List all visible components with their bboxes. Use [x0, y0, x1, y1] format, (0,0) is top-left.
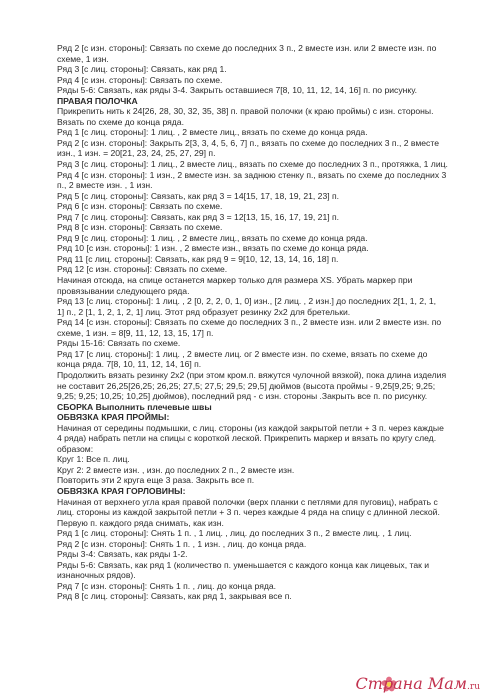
section-heading: СБОРКА Выполнить плечевые швы: [57, 401, 212, 412]
text-line: провязывании следующего ряда.: [57, 285, 190, 296]
text-line: не составит 26,25[26,25; 26,25; 27,5; 27,5; 29,5; 29,5] дюймов (высота проймы - 9,25[9,25; 9,25;: [57, 380, 436, 391]
text-line: Начиная отсюда, на спице останется маркер только для размера XS. Убрать маркер при: [57, 275, 413, 286]
section-heading: ПРАВАЯ ПОЛОЧКА: [57, 95, 138, 106]
text-line: схеме, 1 изн.: [57, 53, 109, 64]
text-line: изнаночных рядов).: [57, 570, 136, 581]
text-line: Круг 2: 2 вместе изн. , изн. до последних 2 п., 2 вместе изн.: [57, 464, 295, 475]
text-line: Ряд 11 [с лиц. стороны]: Связать, как ряд 9 = 9[10, 12, 13, 14, 16, 18] п.: [57, 253, 339, 264]
text-line: Ряд 14 [с изн. стороны]: Связать по схеме до последних 3 п., 2 вместе изн. или 2 вместе изн. по: [57, 317, 442, 328]
text-line: Ряд 1 [с лиц. стороны]: Снять 1 п. , 1 лиц. , лиц. до последних 3 п., 2 вместе лиц. , 1 лиц.: [57, 528, 412, 539]
watermark-text: Страна Мам: [355, 674, 468, 694]
text-line: образом:: [57, 443, 94, 454]
text-line: Продолжить вязать резинку 2х2 (при этом кром.п. вяжутся чулочной вязкой), пока длина изделия: [57, 369, 447, 380]
text-line: Ряд 2 [с изн. стороны]: Снять 1 п. , 1 изн. , лиц. до конца ряда.: [57, 538, 307, 549]
text-line: конца ряда. 7[8, 10, 11, 12, 14, 16] п.: [57, 359, 202, 370]
text-line: Начиная от верхнего угла края правой полочки (верх планки с петлями для пуговиц), набрать с: [57, 496, 438, 507]
text-line: Первую п. каждого ряда снимать, как изн.: [57, 517, 224, 528]
text-line: п., 2 вместе изн. , 1 изн.: [57, 180, 153, 191]
text-line: Ряд 8 [с изн. стороны]: Связать по схеме.: [57, 222, 223, 233]
text-line: 1] п., 2 [1, 1, 2, 1, 2, 1] лиц. Этот ряд образует резинку 2х2 для бретельки.: [57, 306, 351, 317]
text-line: Ряд 7 [с изн. стороны]: Снять 1 п. , лиц. до конца ряда.: [57, 580, 277, 591]
text-line: Начиная от середины подмышки, с лиц. стороны (из каждой закрытой петли + 3 п. через каждые: [57, 422, 444, 433]
text-line: Ряд 1 [с лиц. стороны]: 1 лиц. , 2 вместе лиц., вязать по схеме до конца ряда.: [57, 127, 368, 138]
text-line: Ряд 3 [с лиц. стороны]: 1 лиц., 2 вместе лиц., вязать по схеме до последних 3 п., протяжка, 1 лиц.: [57, 159, 448, 170]
text-line: 4 ряда) набрать петли на спицы с короткой леской. Прикрепить маркер и вязать по кругу след.: [57, 433, 437, 444]
watermark-domain: .ru: [467, 682, 480, 693]
site-watermark: [355, 674, 480, 694]
text-line: Ряд 3 [с лиц. стороны]: Связать, как ряд 1.: [57, 64, 227, 75]
text-line: изн., 1 изн. = 20[21, 23, 24, 25, 27, 29] п.: [57, 148, 216, 159]
text-line: Вязать по схеме до конца ряда.: [57, 116, 184, 127]
section-heading: ОБВЯЗКА КРАЯ ГОРЛОВИНЫ:: [57, 485, 186, 496]
text-line: Ряд 13 [с лиц. стороны]: 1 лиц. , 2 [0, 2, 2, 0, 1, 0] изн., [2 лиц. , 2 изн.] до последних 2[1, 1, 2, 1,: [57, 296, 436, 307]
text-line: Прикрепить нить к 24[26, 28, 30, 32, 35, 38] п. правой полочки (к краю проймы) с изн. стороны.: [57, 106, 434, 117]
text-line: Ряды 3-4: Связать, как ряды 1-2.: [57, 549, 188, 560]
text-line: Ряд 12 [с изн. стороны]: Связать по схеме.: [57, 264, 228, 275]
text-line: Ряд 10 [с изн. стороны]: 1 изн. , 2 вместе изн., вязать по схеме до конца ряда.: [57, 243, 369, 254]
text-line: лиц. стороны из каждой закрытой петли + 3 п. через каждые 4 ряда на спицу с длинной леской.: [57, 507, 440, 518]
text-line: Ряды 5-6: Связать, как ряды 3-4. Закрыть оставшиеся 7[8, 10, 11, 12, 14, 16] п. по рисунку.: [57, 85, 418, 96]
text-line: Ряд 4 [с изн. стороны]: Связать по схеме.: [57, 74, 223, 85]
text-line: Ряд 2 [с изн. стороны]: Связать по схеме до последних 3 п., 2 вместе изн. или 2 вместе изн. по: [57, 43, 437, 53]
text-line: Ряд 6 [с изн. стороны]: Связать по схеме.: [57, 201, 223, 212]
text-line: Ряды 15-16: Связать по схеме.: [57, 338, 181, 349]
text-line: Ряд 5 [с лиц. стороны]: Связать, как ряд 3 = 14[15, 17, 18, 19, 21, 23] п.: [57, 190, 340, 201]
text-line: Повторить эти 2 круга еще 3 раза. Закрыть все п.: [57, 475, 255, 486]
text-line: Ряд 17 [с лиц. стороны]: 1 лиц. , 2 вместе лиц. ог 2 вместе изн. по схеме, вязать по схеме до: [57, 348, 428, 359]
text-line: Ряд 4 [с изн. стороны]: 1 изн., 2 вместе изн. за заднюю стенку п., вязать по схеме до последних 3: [57, 169, 447, 180]
text-line: 9,25; 9,25; 10,25; 10,25] дюймов), последний ряд - с изн. стороны .Закрыть все п. по рисунку.: [57, 391, 428, 402]
text-line: Ряд 9 [с лиц. стороны]: 1 лиц. , 2 вместе лиц., вязать по схеме до конца ряда.: [57, 232, 368, 243]
document-text: [57, 43, 469, 602]
text-line: Ряд 7 [с лиц. стороны]: Связать, как ряд 3 = 12[13, 15, 16, 17, 19, 21] п.: [57, 211, 340, 222]
text-line: Ряд 8 [с лиц. стороны]: Связать, как ряд 1, закрывая все п.: [57, 591, 292, 602]
section-heading: ОБВЯЗКА КРАЯ ПРОЙМЫ:: [57, 412, 170, 423]
text-line: Ряд 2 [с изн. стороны]: Закрыть 2[3, 3, 4, 5, 6, 7] п., вязать по схеме до последних 3 п., 2 вместе: [57, 137, 439, 148]
text-line: Ряды 5-6: Связать, как ряд 1 (количество п. уменьшается с каждого конца как лицевых, так и: [57, 559, 430, 570]
text-line: Круг 1: Все п. лиц.: [57, 454, 130, 465]
text-line: схеме, 1 изн. = 8[9, 11, 12, 13, 15, 17] п.: [57, 327, 214, 338]
